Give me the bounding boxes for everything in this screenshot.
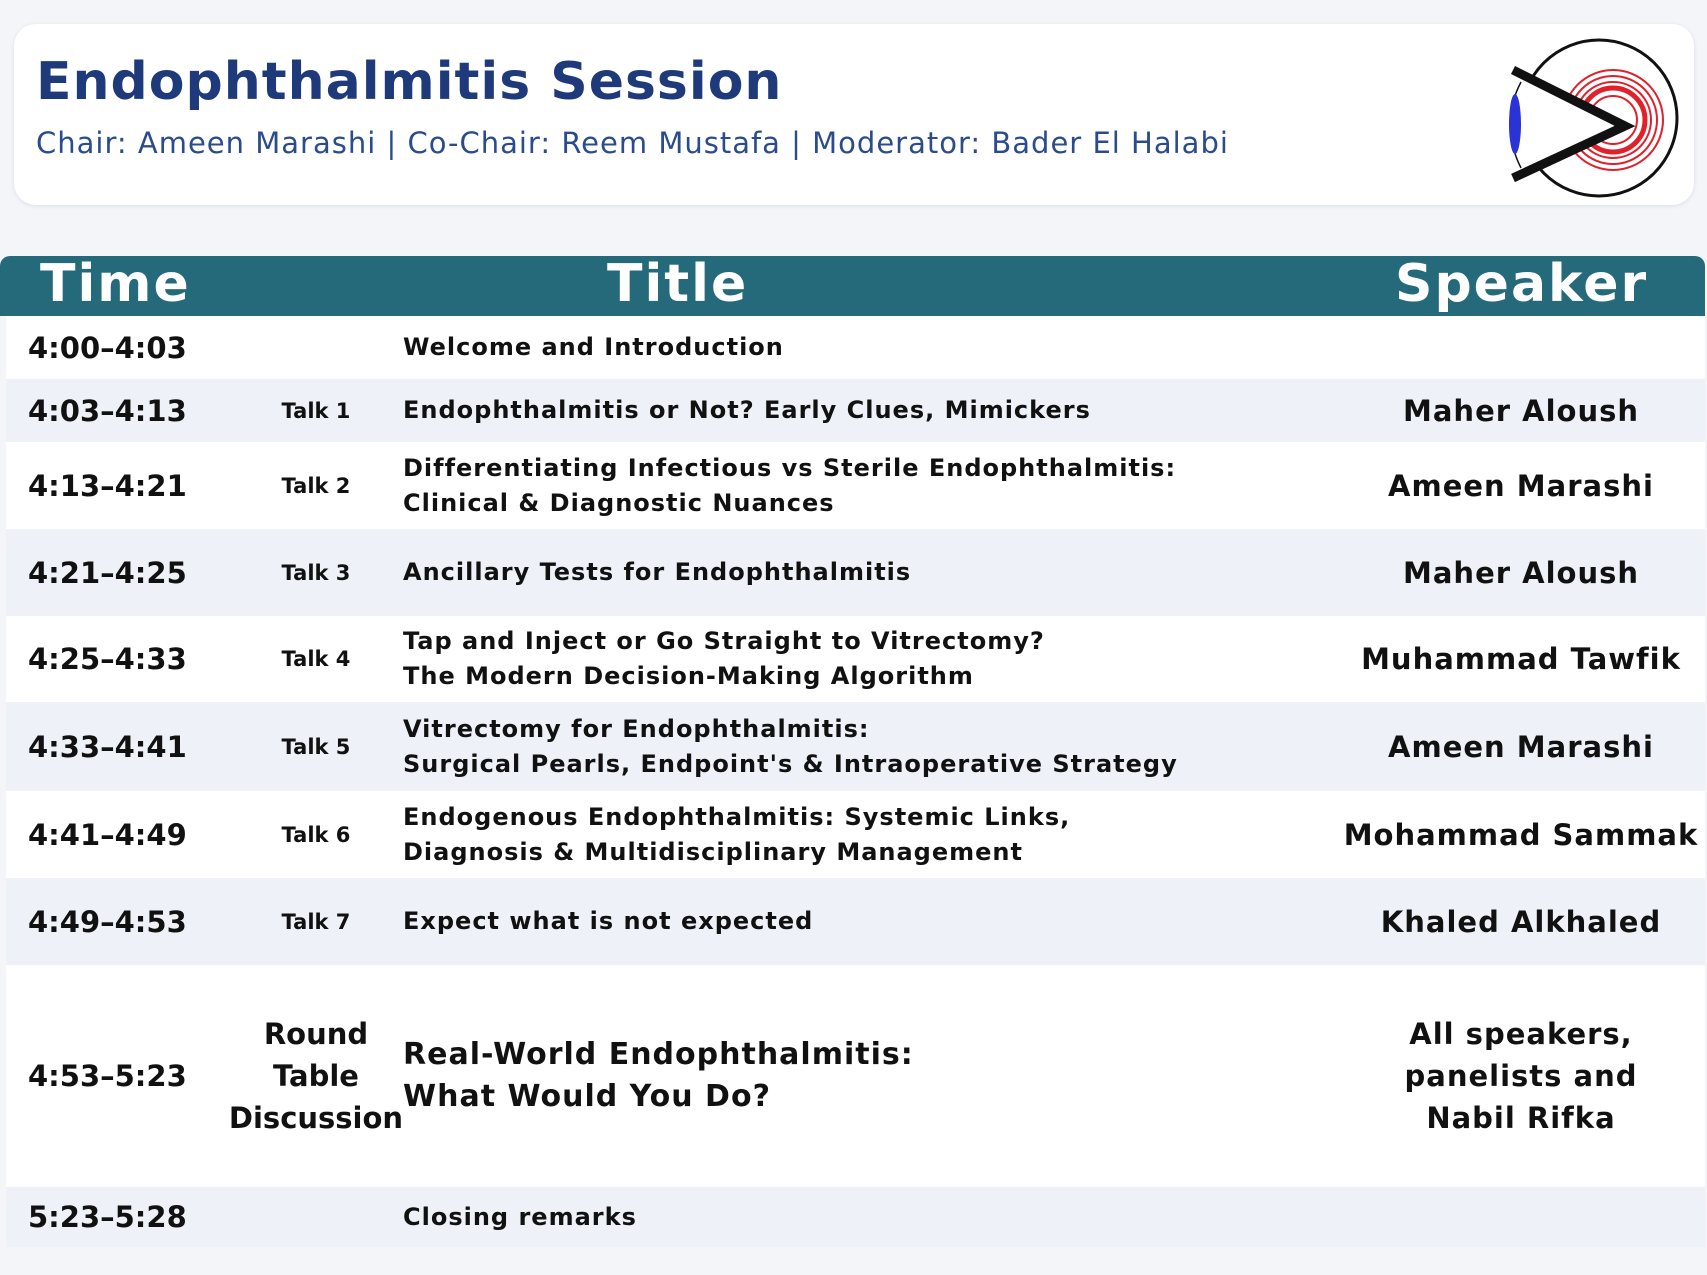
time-cell <box>28 316 187 379</box>
talk-title <box>403 442 1303 529</box>
time-cell <box>28 791 187 878</box>
time-cell <box>28 1187 187 1247</box>
talk-label <box>206 965 426 1187</box>
speaker-name-text: Mohammad Sammak <box>1343 817 1699 852</box>
talk-title-text: Tap and Inject or Go Straight to Vitrectomy? The Modern Decision-Making Algorithm <box>403 627 1045 690</box>
speaker-name <box>1316 316 1707 379</box>
talk-title <box>403 379 1303 442</box>
table-row <box>6 442 1705 529</box>
talk-title-text: Endogenous Endophthalmitis: Systemic Links, Diagnosis & Multidisciplinary Management <box>403 802 1071 866</box>
talk-label-text: Talk 2 <box>281 473 351 498</box>
time-cell <box>28 529 187 616</box>
talk-label <box>206 702 426 791</box>
speaker-name <box>1316 379 1707 442</box>
time-cell-text: 4:49–4:53 <box>28 904 187 939</box>
column-title: Title <box>607 254 749 314</box>
table-row <box>6 1187 1705 1247</box>
time-cell <box>28 878 187 965</box>
talk-label <box>206 379 426 442</box>
time-cell <box>28 442 187 529</box>
table-row <box>6 616 1705 702</box>
time-cell-text: 4:33–4:41 <box>28 729 187 764</box>
talk-label-text: Talk 1 <box>281 398 351 423</box>
column-speaker: Speaker <box>1395 254 1649 314</box>
talk-label <box>206 316 426 379</box>
society-logo <box>1495 28 1685 206</box>
talk-title-text: Differentiating Infectious vs Sterile Endophthalmitis: Clinical & Diagnostic Nuances <box>403 453 1177 517</box>
table-row <box>6 702 1705 791</box>
session-title: Endophthalmitis Session <box>36 52 783 112</box>
header-card <box>14 24 1694 205</box>
talk-title <box>403 529 1303 616</box>
time-cell-text: 5:23–5:28 <box>28 1200 187 1234</box>
table-row <box>6 316 1705 379</box>
talk-title-text: Expect what is not expected <box>403 907 814 935</box>
column-time: Time <box>40 254 191 314</box>
talk-label-text: Talk 6 <box>281 822 351 847</box>
speaker-name <box>1316 702 1707 791</box>
talk-title <box>403 616 1303 702</box>
time-cell <box>28 702 187 791</box>
talk-title-text: Closing remarks <box>403 1202 637 1231</box>
table-row <box>6 379 1705 442</box>
talk-label-text: Talk 4 <box>281 647 351 671</box>
table-row <box>6 529 1705 616</box>
talk-label <box>206 1187 426 1247</box>
talk-label-text: Talk 7 <box>281 909 351 934</box>
talk-label <box>206 442 426 529</box>
table-header <box>0 256 1705 316</box>
time-cell <box>28 616 187 702</box>
speaker-name <box>1316 529 1707 616</box>
time-cell-text: 4:25–4:33 <box>28 642 187 676</box>
time-cell-text: 4:21–4:25 <box>28 555 187 590</box>
speaker-name-text: Khaled Alkhaled <box>1380 904 1662 939</box>
talk-label <box>206 529 426 616</box>
talk-label <box>206 878 426 965</box>
talk-title <box>403 316 1303 379</box>
talk-label-text: Round Table Discussion <box>228 1017 404 1135</box>
talk-title-text: Welcome and Introduction <box>403 333 784 361</box>
speaker-name-text: All speakers, panelists and Nabil Rifka <box>1404 1017 1638 1135</box>
time-cell-text: 4:03–4:13 <box>28 393 187 428</box>
speaker-name <box>1316 878 1707 965</box>
talk-title <box>403 878 1303 965</box>
time-cell <box>28 965 187 1187</box>
speaker-name <box>1316 442 1707 529</box>
speaker-name <box>1316 616 1707 702</box>
speaker-name <box>1316 791 1707 878</box>
session-chairs: Chair: Ameen Marashi | Co-Chair: Reem Mustafa | Moderator: Bader El Halabi <box>36 126 1229 160</box>
time-cell-text: 4:00–4:03 <box>28 330 187 365</box>
speaker-name <box>1316 1187 1707 1247</box>
speaker-name-text: Ameen Marashi <box>1388 729 1654 764</box>
time-cell-text: 4:53–5:23 <box>28 1059 187 1093</box>
talk-title <box>403 1187 1303 1247</box>
talk-title-text: Ancillary Tests for Endophthalmitis <box>403 558 912 586</box>
speaker-name-text: Ameen Marashi <box>1388 468 1654 503</box>
talk-label <box>206 616 426 702</box>
talk-title-text: Real-World Endophthalmitis: What Would You Do? <box>403 1037 914 1114</box>
table-row <box>6 965 1705 1187</box>
speaker-name <box>1316 965 1707 1187</box>
talk-title <box>403 702 1303 791</box>
speaker-name-text: Maher Aloush <box>1403 555 1639 590</box>
speaker-name-text: Muhammad Tawfik <box>1361 642 1681 676</box>
talk-title-text: Endophthalmitis or Not? Early Clues, Mimickers <box>403 396 1091 424</box>
talk-label-text: Talk 5 <box>281 734 351 759</box>
talk-title <box>403 791 1303 878</box>
talk-title-text: Vitrectomy for Endophthalmitis: Surgical Pearls, Endpoint's & Intraoperative Strategy <box>403 714 1178 778</box>
talk-label <box>206 791 426 878</box>
speaker-name-text: Maher Aloush <box>1403 393 1639 428</box>
time-cell <box>28 379 187 442</box>
table-row <box>6 878 1705 965</box>
talk-title <box>403 965 1303 1187</box>
talk-label-text: Talk 3 <box>281 560 351 585</box>
time-cell-text: 4:41–4:49 <box>28 817 187 852</box>
table-row <box>6 791 1705 878</box>
time-cell-text: 4:13–4:21 <box>28 468 187 503</box>
